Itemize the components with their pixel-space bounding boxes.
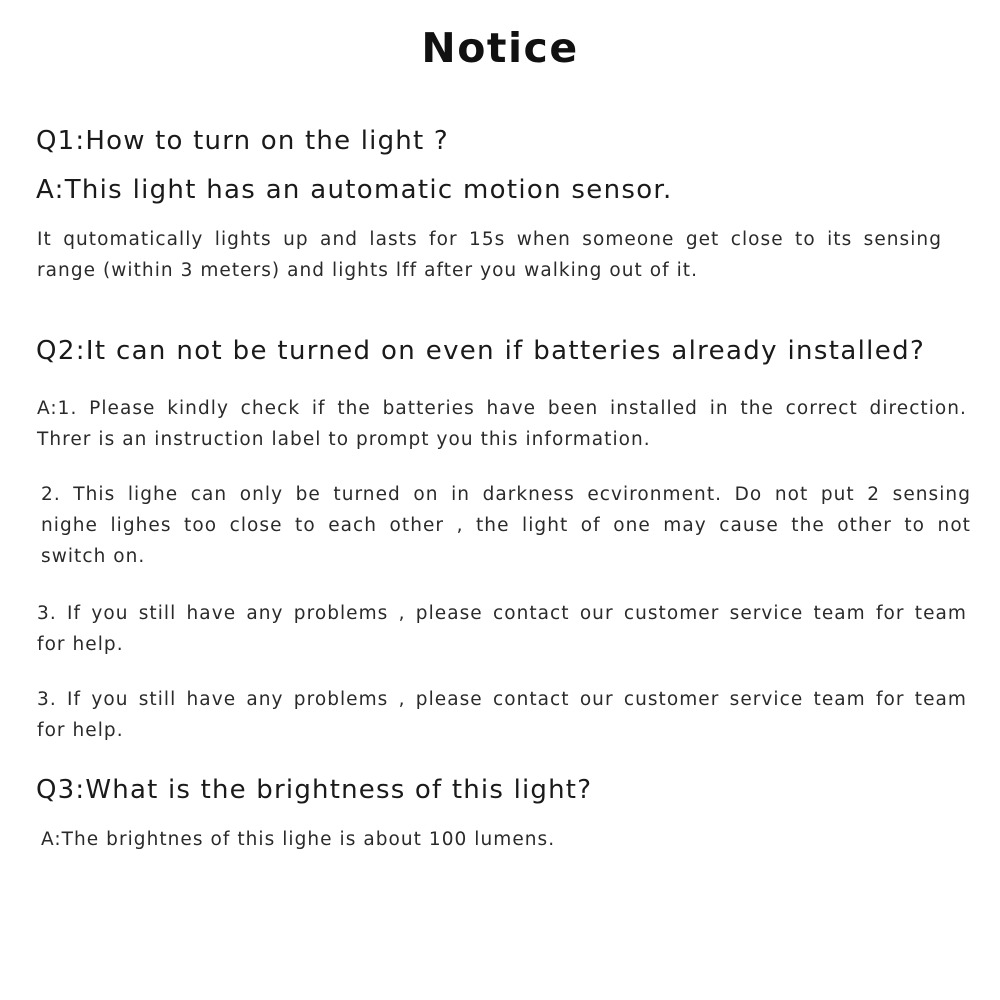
q2-answer3-line: 3. If you still have any problems , please contact our customer service team for team [37, 603, 967, 624]
page-title: Notice [421, 24, 579, 72]
q2-answer3-repeat-line: for help. [37, 720, 124, 741]
q2-answer2-line: 2. This lighe can only be turned on in darkness ecvironment. Do not put 2 sensing [41, 484, 971, 505]
q2-answer1-line: Threr is an instruction label to prompt you this information. [37, 429, 651, 450]
q1-question: Q1:How to turn on the light ? [36, 126, 449, 156]
q3-answer: A:The brightnes of this lighe is about 100 lumens. [41, 829, 556, 850]
q2-answer3-repeat-line: 3. If you still have any problems , please contact our customer service team for team [37, 689, 967, 710]
q2-answer3-line: for help. [37, 634, 124, 655]
q1-answer-line: It qutomatically lights up and lasts for 15s when someone get close to its sensing [37, 229, 942, 250]
q1-answer-heading: A:This light has an automatic motion sensor. [36, 175, 673, 205]
q2-question: Q2:It can not be turned on even if batteries already installed? [36, 336, 926, 366]
q3-question: Q3:What is the brightness of this light? [36, 775, 593, 805]
q2-answer2-line: switch on. [41, 546, 146, 567]
q2-answer1-line: A:1. Please kindly check if the batteries have been installed in the correct direction. [37, 398, 967, 419]
q1-answer-line: range (within 3 meters) and lights lff after you walking out of it. [37, 260, 699, 281]
q2-answer2-line: nighe lighes too close to each other , the light of one may cause the other to not [41, 515, 971, 536]
